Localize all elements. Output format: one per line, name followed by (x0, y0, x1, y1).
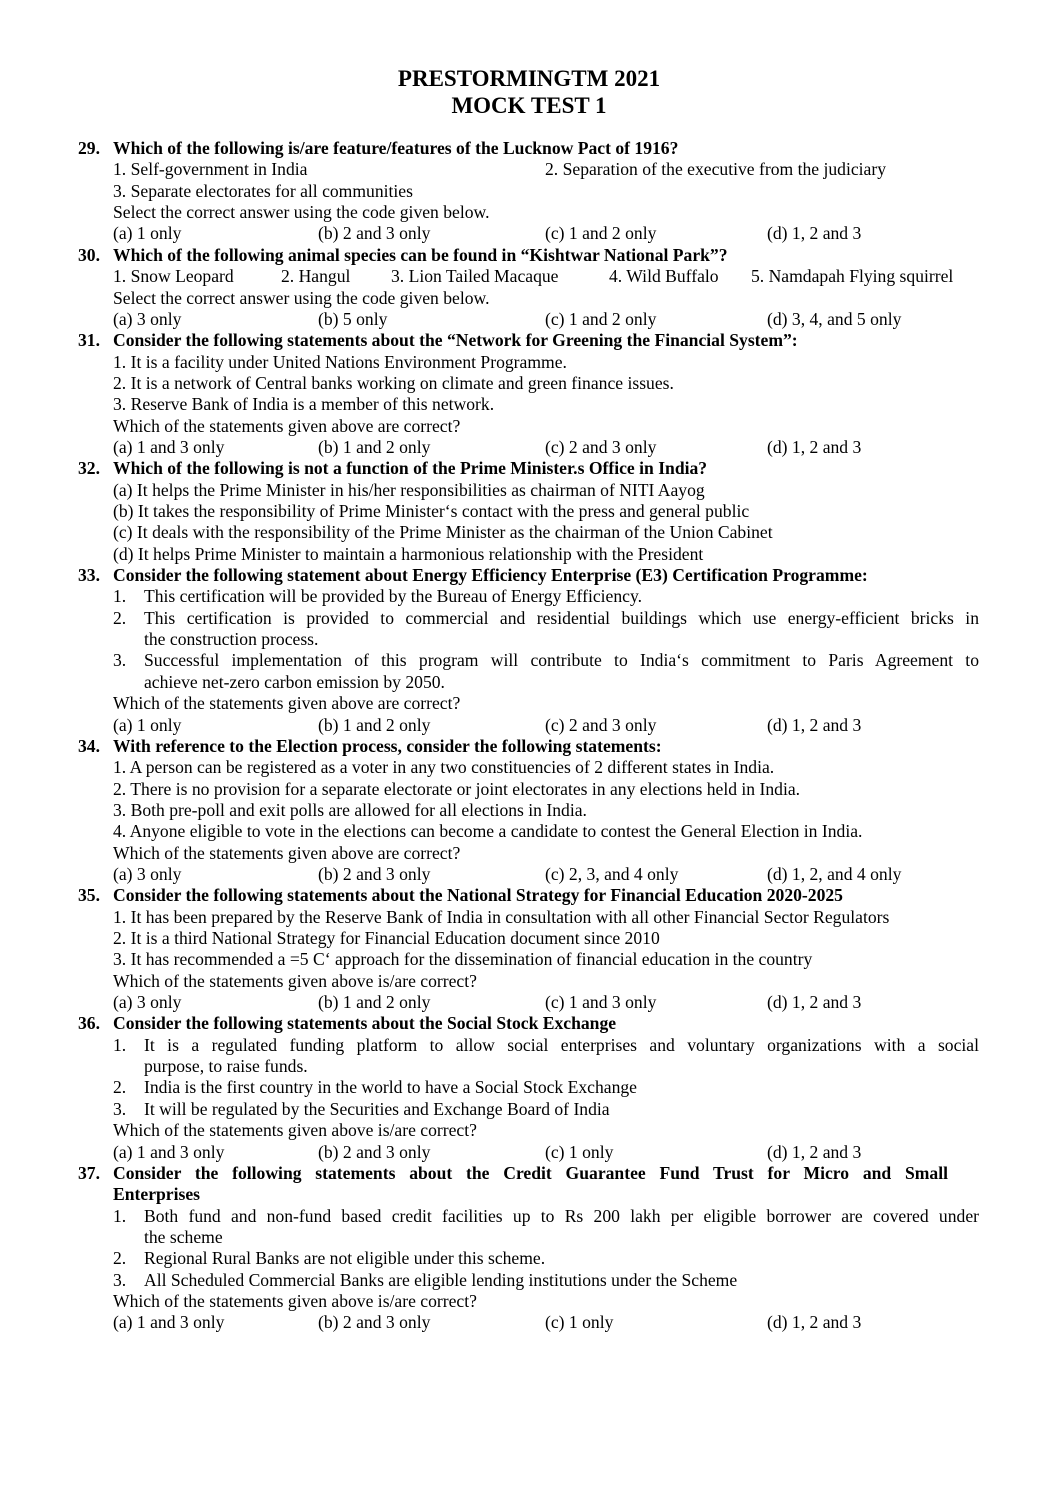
statement-item: Successful implementation of this program will contribute to India‘s commitment to Paris Agreement to (144, 650, 979, 671)
statement-item: the scheme (144, 1226, 223, 1247)
statement-number: 2. (113, 607, 127, 628)
statement-item: 3. Reserve Bank of India is a member of this network. (113, 394, 495, 415)
statement-item: It is a regulated funding platform to allow social enterprises and voluntary organizations with a social (144, 1034, 979, 1055)
answer-option: (b) 5 only (318, 308, 388, 329)
answer-option: (d) 1, 2 and 3 (767, 436, 862, 457)
statement-item: 3. Lion Tailed Macaque (391, 266, 559, 287)
answer-prompt-text: Which of the statements given above is/are correct? (113, 1290, 477, 1311)
answer-prompt-text: Which of the statements given above is/are correct? (113, 970, 477, 991)
statement-item: This certification will be provided by the Bureau of Energy Efficiency. (144, 586, 643, 607)
answer-choice: (a) It helps the Prime Minister in his/her responsibilities as chairman of NITI Aayog (113, 479, 705, 500)
answer-choice: (d) It helps Prime Minister to maintain a harmonious relationship with the President (113, 543, 704, 564)
answer-option: (c) 1 and 2 only (545, 223, 657, 244)
document-subtitle: MOCK TEST 1 (451, 93, 607, 118)
question-stem: Consider the following statement about Energy Efficiency Enterprise (E3) Certification Programme: (113, 565, 868, 585)
question-stem: Enterprises (113, 1184, 200, 1205)
question-number: 36. (78, 1013, 100, 1034)
statement-item: 1. A person can be registered as a voter in any two constituencies of 2 different states in India. (113, 757, 775, 778)
answer-option: (b) 1 and 2 only (318, 714, 431, 735)
question-stem: Which of the following is not a function of the Prime Minister.s Office in India? (113, 458, 708, 479)
answer-option: (b) 1 and 2 only (318, 436, 431, 457)
answer-option: (c) 1 and 3 only (545, 992, 657, 1012)
answer-option: (a) 1 and 3 only (113, 1312, 225, 1333)
answer-option: (b) 2 and 3 only (318, 223, 431, 244)
question-number: 29. (78, 138, 100, 158)
statement-item: achieve net-zero carbon emission by 2050. (144, 671, 445, 692)
statement-item: purpose, to raise funds. (144, 1056, 308, 1077)
answer-option: (a) 3 only (113, 992, 182, 1012)
question-number: 31. (78, 330, 100, 351)
question-number: 30. (78, 244, 100, 265)
statement-item: Regional Rural Banks are not eligible under this scheme. (144, 1248, 546, 1269)
answer-option: (a) 1 only (113, 223, 182, 244)
statement-item: 4. Anyone eligible to vote in the elections can become a candidate to contest the General Election in India. (113, 821, 863, 842)
answer-option: (b) 2 and 3 only (318, 1141, 431, 1162)
answer-option: (c) 2, 3, and 4 only (545, 863, 679, 884)
statement-number: 1. (113, 1034, 127, 1055)
statement-number: 3. (113, 650, 127, 671)
answer-choice: (b) It takes the responsibility of Prime Minister‘s contact with the press and general public (113, 501, 750, 521)
statement-item: 2. Separation of the executive from the judiciary (545, 159, 886, 180)
question-number: 35. (78, 885, 100, 906)
question-stem: Consider the following statements about the Social Stock Exchange (113, 1013, 617, 1034)
statement-number: 2. (113, 1248, 127, 1269)
answer-option: (c) 1 only (545, 1312, 614, 1333)
statement-number: 3. (113, 1269, 127, 1290)
answer-option: (d) 1, 2 and 3 (767, 714, 862, 735)
answer-option: (c) 1 and 2 only (545, 308, 657, 329)
answer-option: (b) 1 and 2 only (318, 992, 431, 1012)
question-stem: Which of the following is/are feature/features of the Lucknow Pact of 1916? (113, 138, 679, 158)
answer-option: (c) 2 and 3 only (545, 714, 657, 735)
answer-option: (d) 1, 2 and 3 (767, 223, 862, 244)
statement-number: 1. (113, 1205, 127, 1226)
statement-item: 1. It has been prepared by the Reserve Bank of India in consultation with all other Financial Sector Regulators (113, 906, 890, 927)
answer-option: (c) 2 and 3 only (545, 436, 657, 457)
statement-item: 2. It is a third National Strategy for Financial Education document since 2010 (113, 928, 660, 948)
question-number: 37. (78, 1162, 100, 1183)
question-stem: Consider the following statements about the “Network for Greening the Financial System”: (113, 330, 798, 351)
statement-number: 1. (113, 586, 127, 607)
statement-item: All Scheduled Commercial Banks are eligible lending institutions under the Scheme (144, 1269, 738, 1290)
statement-number: 2. (113, 1077, 127, 1098)
answer-prompt-text: Which of the statements given above are correct? (113, 415, 461, 436)
statement-item: 5. Namdapah Flying squirrel (751, 266, 954, 287)
document-title: PRESTORMINGTM 2021 (397, 66, 661, 91)
statement-number: 3. (113, 1098, 127, 1119)
statement-item: It will be regulated by the Securities and Exchange Board of India (144, 1098, 610, 1119)
question-stem: Consider the following statements about the Credit Guarantee Fund Trust for Micro and Small (113, 1162, 948, 1183)
statement-item: 2. There is no provision for a separate electorate or joint electorates in any elections held in India. (113, 778, 801, 799)
answer-prompt-text: Select the correct answer using the code given below. (113, 287, 490, 308)
question-number: 34. (78, 735, 100, 756)
answer-option: (d) 1, 2 and 3 (767, 992, 862, 1012)
statement-item: 1. It is a facility under United Nations Environment Programme. (113, 351, 567, 372)
question-number: 32. (78, 458, 100, 479)
answer-option: (a) 1 and 3 only (113, 1141, 225, 1162)
answer-option: (a) 3 only (113, 308, 182, 329)
statement-item: This certification is provided to commercial and residential buildings which use energy-efficient bricks in (144, 607, 979, 628)
answer-option: (a) 1 and 3 only (113, 436, 225, 457)
answer-prompt-text: Which of the statements given above are correct? (113, 842, 461, 863)
statement-item: India is the first country in the world to have a Social Stock Exchange (144, 1077, 637, 1098)
answer-option: (d) 1, 2, and 4 only (767, 863, 902, 884)
question-stem: With reference to the Election process, consider the following statements: (113, 735, 662, 756)
statement-item: 3. Separate electorates for all communities (113, 180, 413, 201)
answer-option: (b) 2 and 3 only (318, 863, 431, 884)
answer-option: (b) 2 and 3 only (318, 1312, 431, 1333)
statement-item: 3. Both pre-poll and exit polls are allowed for all elections in India. (113, 799, 587, 820)
statement-item: 2. It is a network of Central banks working on climate and green finance issues. (113, 372, 674, 393)
question-stem: Which of the following animal species can be found in “Kishtwar National Park”? (113, 244, 728, 265)
answer-option: (c) 1 only (545, 1141, 614, 1162)
question-number: 33. (78, 565, 100, 585)
answer-option: (d) 3, 4, and 5 only (767, 308, 902, 329)
statement-item: the construction process. (144, 629, 319, 650)
statement-item: 2. Hangul (281, 266, 351, 287)
answer-prompt-text: Which of the statements given above is/are correct? (113, 1120, 477, 1141)
answer-option: (a) 1 only (113, 714, 182, 735)
answer-option: (a) 3 only (113, 863, 182, 884)
question-stem: Consider the following statements about the National Strategy for Financial Education 2020-2025 (113, 885, 843, 906)
statement-item: 1. Self-government in India (113, 159, 308, 180)
statement-item: 1. Snow Leopard (113, 266, 234, 287)
statement-item: Both fund and non-fund based credit facilities up to Rs 200 lakh per eligible borrower are covered under (144, 1205, 979, 1226)
statement-item: 4. Wild Buffalo (609, 266, 719, 287)
answer-option: (d) 1, 2 and 3 (767, 1312, 862, 1333)
statement-item: 3. It has recommended a =5 C‘ approach for the dissemination of financial education in the country (113, 949, 813, 970)
answer-prompt-text: Select the correct answer using the code given below. (113, 202, 490, 223)
answer-choice: (c) It deals with the responsibility of the Prime Minister as the chairman of the Union Cabinet (113, 522, 773, 543)
answer-option: (d) 1, 2 and 3 (767, 1141, 862, 1162)
answer-prompt-text: Which of the statements given above are correct? (113, 693, 461, 714)
